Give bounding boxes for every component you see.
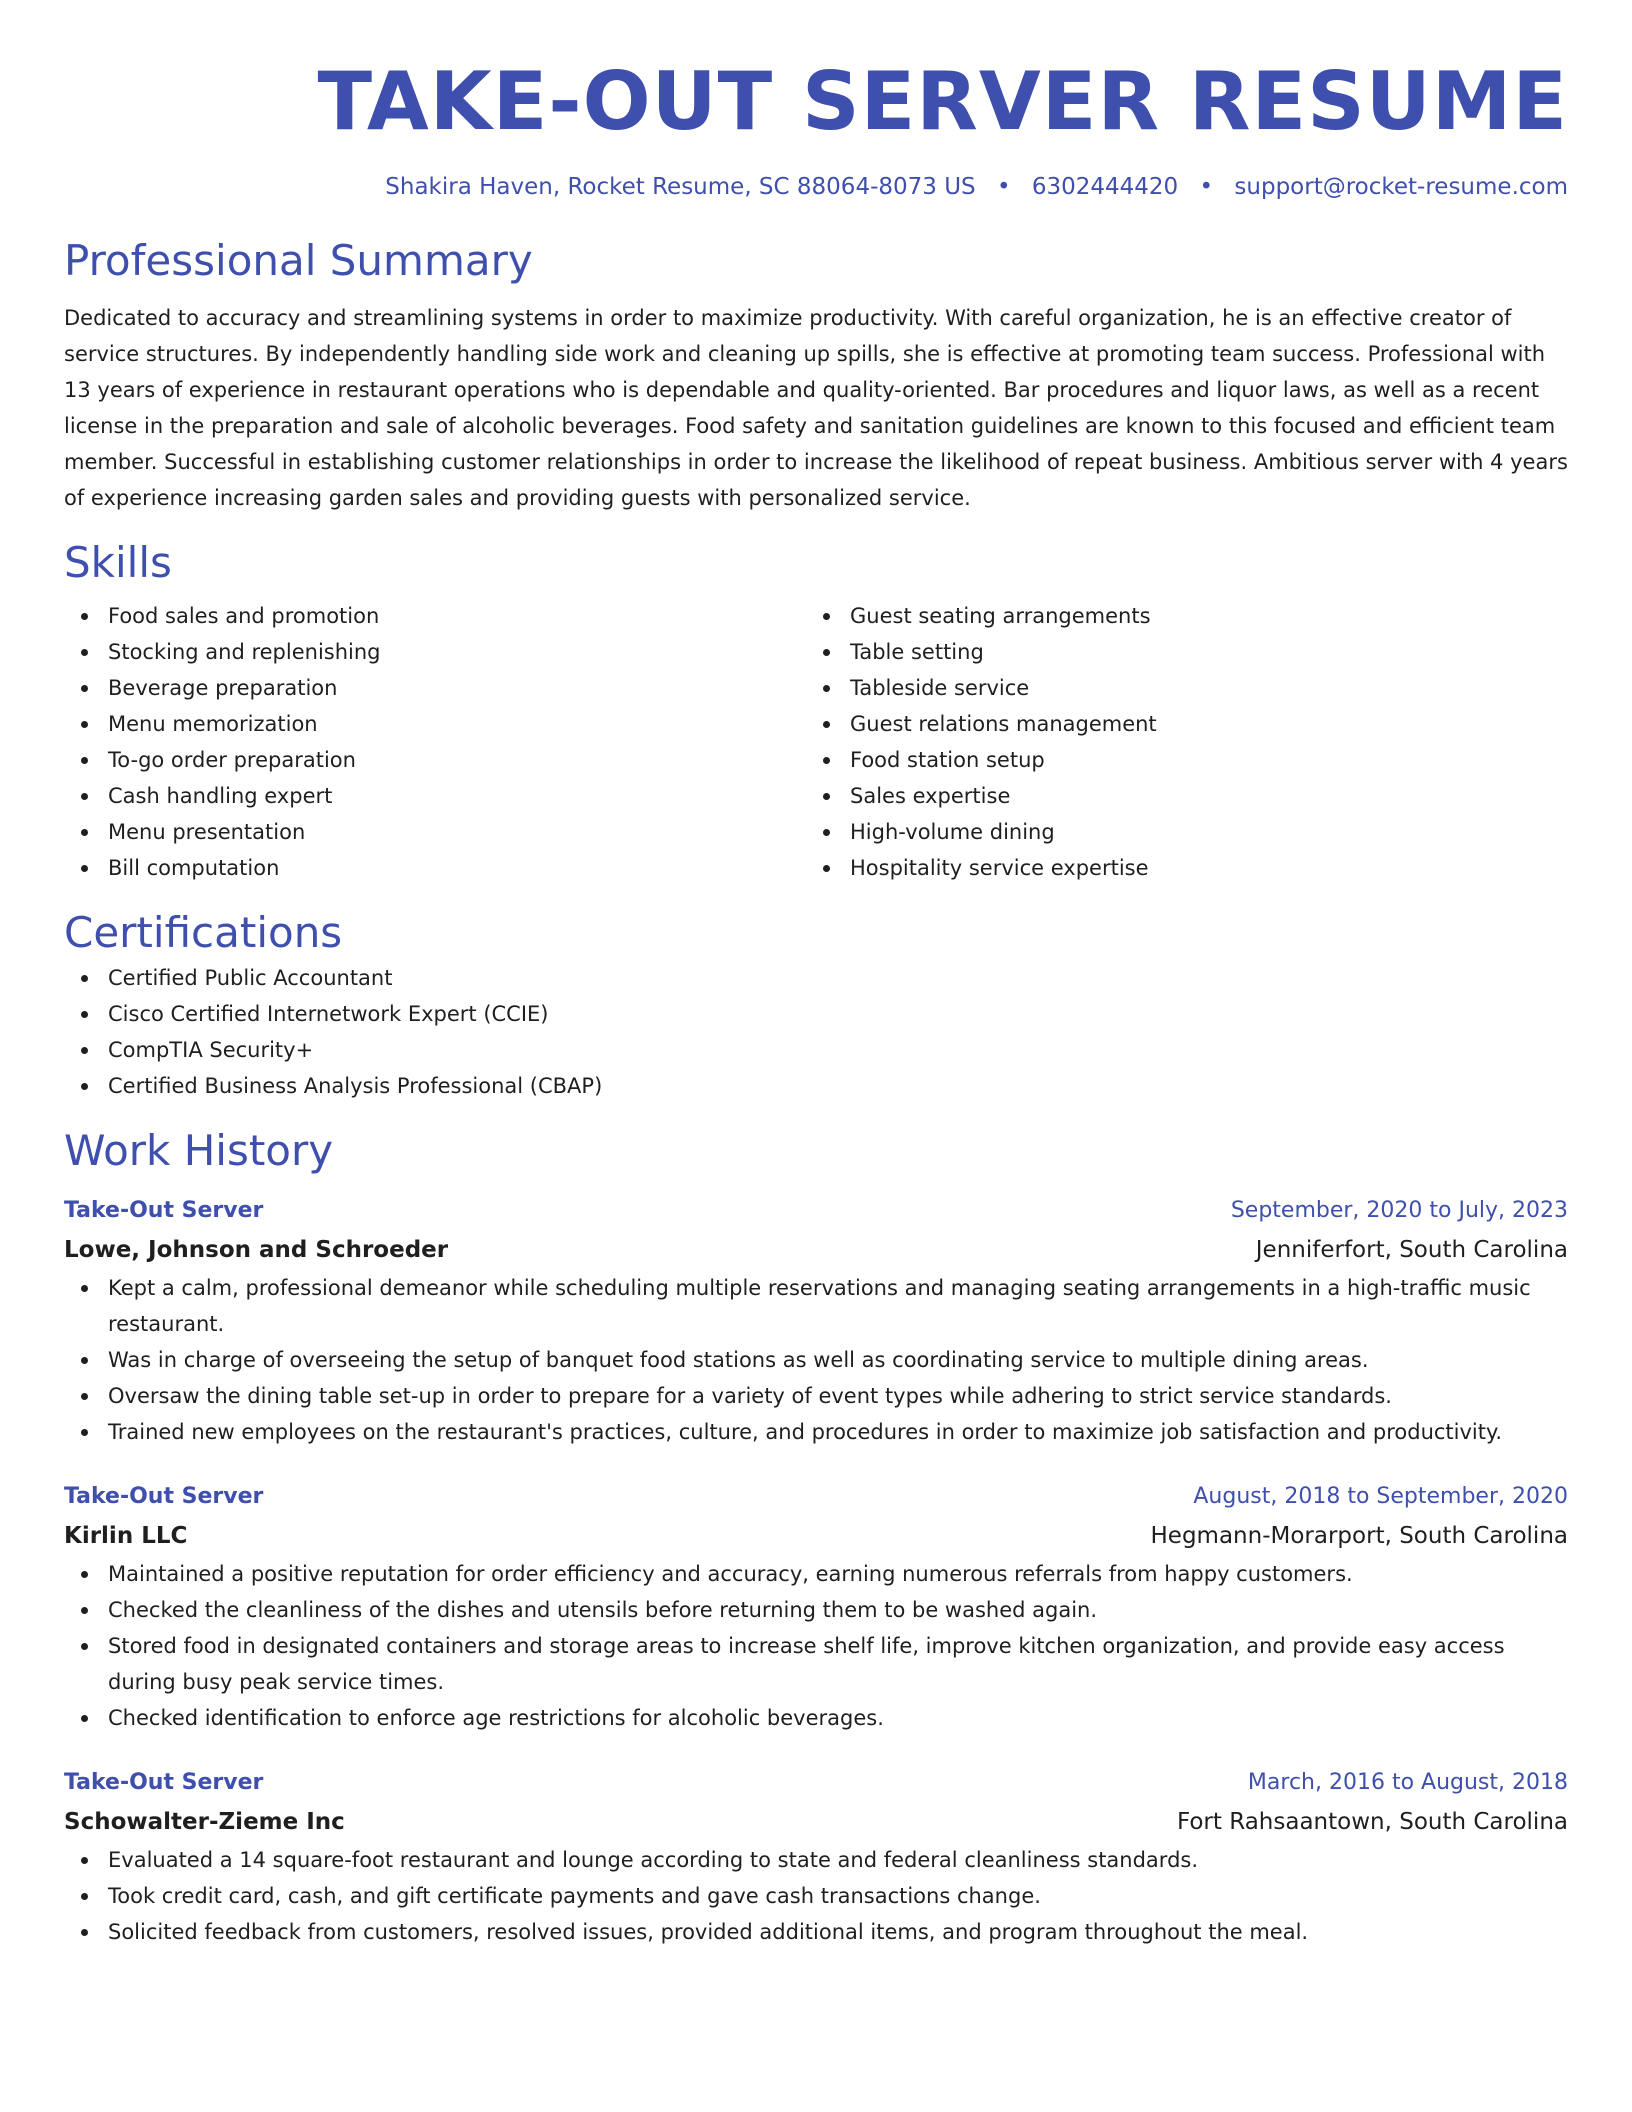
job-entry (64, 1764, 1568, 1950)
job-company-row (64, 1802, 1568, 1842)
certification-list (64, 960, 1568, 1104)
job-duty-item: Oversaw the dining table set-up in order to prepare for a variety of event types while adhering to strict service standards. (64, 1378, 1568, 1414)
job-duties-list (64, 1556, 1568, 1736)
job-title-row (64, 1764, 1568, 1802)
contact-line (64, 174, 1568, 200)
job-duty-item: Evaluated a 14 square-foot restaurant and lounge according to state and federal cleanliness standards. (64, 1842, 1568, 1878)
summary-heading: Professional Summary (64, 236, 533, 285)
job-location: Jenniferfort, South Carolina (1255, 1237, 1568, 1263)
job-duties-list (64, 1270, 1568, 1450)
skill-item: Beverage preparation (64, 670, 806, 706)
work-history-heading: Work History (64, 1126, 334, 1175)
skill-item: High-volume dining (806, 814, 1548, 850)
skill-item: Tableside service (806, 670, 1548, 706)
certifications-section (64, 906, 1568, 1104)
skills-heading: Skills (64, 538, 172, 587)
job-company: Kirlin LLC (64, 1523, 188, 1549)
contact-separator: • (1199, 174, 1214, 200)
skills-column-left (64, 598, 806, 886)
skills-grid (64, 598, 1568, 886)
skill-item: Menu memorization (64, 706, 806, 742)
work-history-section (64, 1124, 1568, 1950)
job-duty-item: Stored food in designated containers and storage areas to increase shelf life, improve kitchen organization, and provide easy access during busy peak service times. (64, 1628, 1568, 1700)
contact-address: Shakira Haven, Rocket Resume, SC 88064-8073 US (385, 174, 976, 200)
skill-item: Food sales and promotion (64, 598, 806, 634)
job-dates: March, 2016 to August, 2018 (1247, 1770, 1568, 1795)
job-duty-item: Kept a calm, professional demeanor while scheduling multiple reservations and managing seating arrangements in a high-traffic music restaurant. (64, 1270, 1568, 1342)
skill-item: Cash handling expert (64, 778, 806, 814)
contact-phone[interactable]: 6302444420 (1031, 174, 1179, 200)
skill-item: Food station setup (806, 742, 1548, 778)
skills-column-right (806, 598, 1548, 886)
skill-item: To-go order preparation (64, 742, 806, 778)
resume-title: TAKE-OUT SERVER RESUME (317, 55, 1568, 148)
skill-item: Stocking and replenishing (64, 634, 806, 670)
job-title-row (64, 1192, 1568, 1230)
resume-header (64, 0, 1568, 200)
summary-section (64, 234, 1568, 516)
job-title-row (64, 1478, 1568, 1516)
skill-item: Hospitality service expertise (806, 850, 1548, 886)
skill-item: Table setting (806, 634, 1548, 670)
skill-list (64, 598, 806, 886)
job-company: Schowalter-Zieme Inc (64, 1809, 345, 1835)
job-duties-list (64, 1842, 1568, 1950)
job-duty-item: Trained new employees on the restaurant's practices, culture, and procedures in order to maximize job satisfaction and productivity. (64, 1414, 1568, 1450)
job-company-row (64, 1230, 1568, 1270)
job-duty-item: Took credit card, cash, and gift certificate payments and gave cash transactions change. (64, 1878, 1568, 1914)
skill-item: Guest seating arrangements (806, 598, 1548, 634)
skill-item: Guest relations management (806, 706, 1548, 742)
job-list (64, 1192, 1568, 1950)
summary-text: Dedicated to accuracy and streamlining systems in order to maximize productivity. With careful organization, he is an effective creator of service structures. By independently handling side work and cleaning up spills, she is effective at promoting team success. Professional with 13 years of experience in restaurant operations who is dependable and quality-oriented. Bar procedures and liquor laws, as well as a recent license in the preparation and sale of alcoholic beverages. Food safety and sanitation guidelines are known to this focused and efficient team member. Successful in establishing customer relationships in order to increase the likelihood of repeat business. Ambitious server with 4 years of experience increasing garden sales and providing guests with personalized service. (64, 306, 1568, 510)
job-dates: September, 2020 to July, 2023 (1230, 1198, 1568, 1223)
certification-item: Certified Public Accountant (64, 960, 1568, 996)
job-duty-item: Was in charge of overseeing the setup of banquet food stations as well as coordinating service to multiple dining areas. (64, 1342, 1568, 1378)
job-duty-item: Maintained a positive reputation for order efficiency and accuracy, earning numerous referrals from happy customers. (64, 1556, 1568, 1592)
certification-item: Certified Business Analysis Professional (CBAP) (64, 1068, 1568, 1104)
certification-item: CompTIA Security+ (64, 1032, 1568, 1068)
skills-section (64, 536, 1568, 886)
job-location: Hegmann-Morarport, South Carolina (1150, 1523, 1568, 1549)
job-company: Lowe, Johnson and Schroeder (64, 1237, 449, 1263)
contact-separator: • (996, 174, 1011, 200)
skill-list (806, 598, 1548, 886)
job-duty-item: Checked the cleanliness of the dishes and utensils before returning them to be washed again. (64, 1592, 1568, 1628)
job-duty-item: Checked identification to enforce age restrictions for alcoholic beverages. (64, 1700, 1568, 1736)
skill-item: Bill computation (64, 850, 806, 886)
certifications-heading: Certifications (64, 908, 343, 957)
job-title: Take-Out Server (64, 1198, 264, 1223)
job-location: Fort Rahsaantown, South Carolina (1176, 1809, 1568, 1835)
skill-item: Menu presentation (64, 814, 806, 850)
job-entry (64, 1192, 1568, 1450)
job-dates: August, 2018 to September, 2020 (1193, 1484, 1568, 1509)
job-entry (64, 1478, 1568, 1736)
job-company-row (64, 1516, 1568, 1556)
job-title: Take-Out Server (64, 1770, 264, 1795)
job-title: Take-Out Server (64, 1484, 264, 1509)
skill-item: Sales expertise (806, 778, 1548, 814)
contact-email[interactable]: support@rocket-resume.com (1234, 174, 1568, 200)
certification-item: Cisco Certified Internetwork Expert (CCIE) (64, 996, 1568, 1032)
job-duty-item: Solicited feedback from customers, resolved issues, provided additional items, and program throughout the meal. (64, 1914, 1568, 1950)
